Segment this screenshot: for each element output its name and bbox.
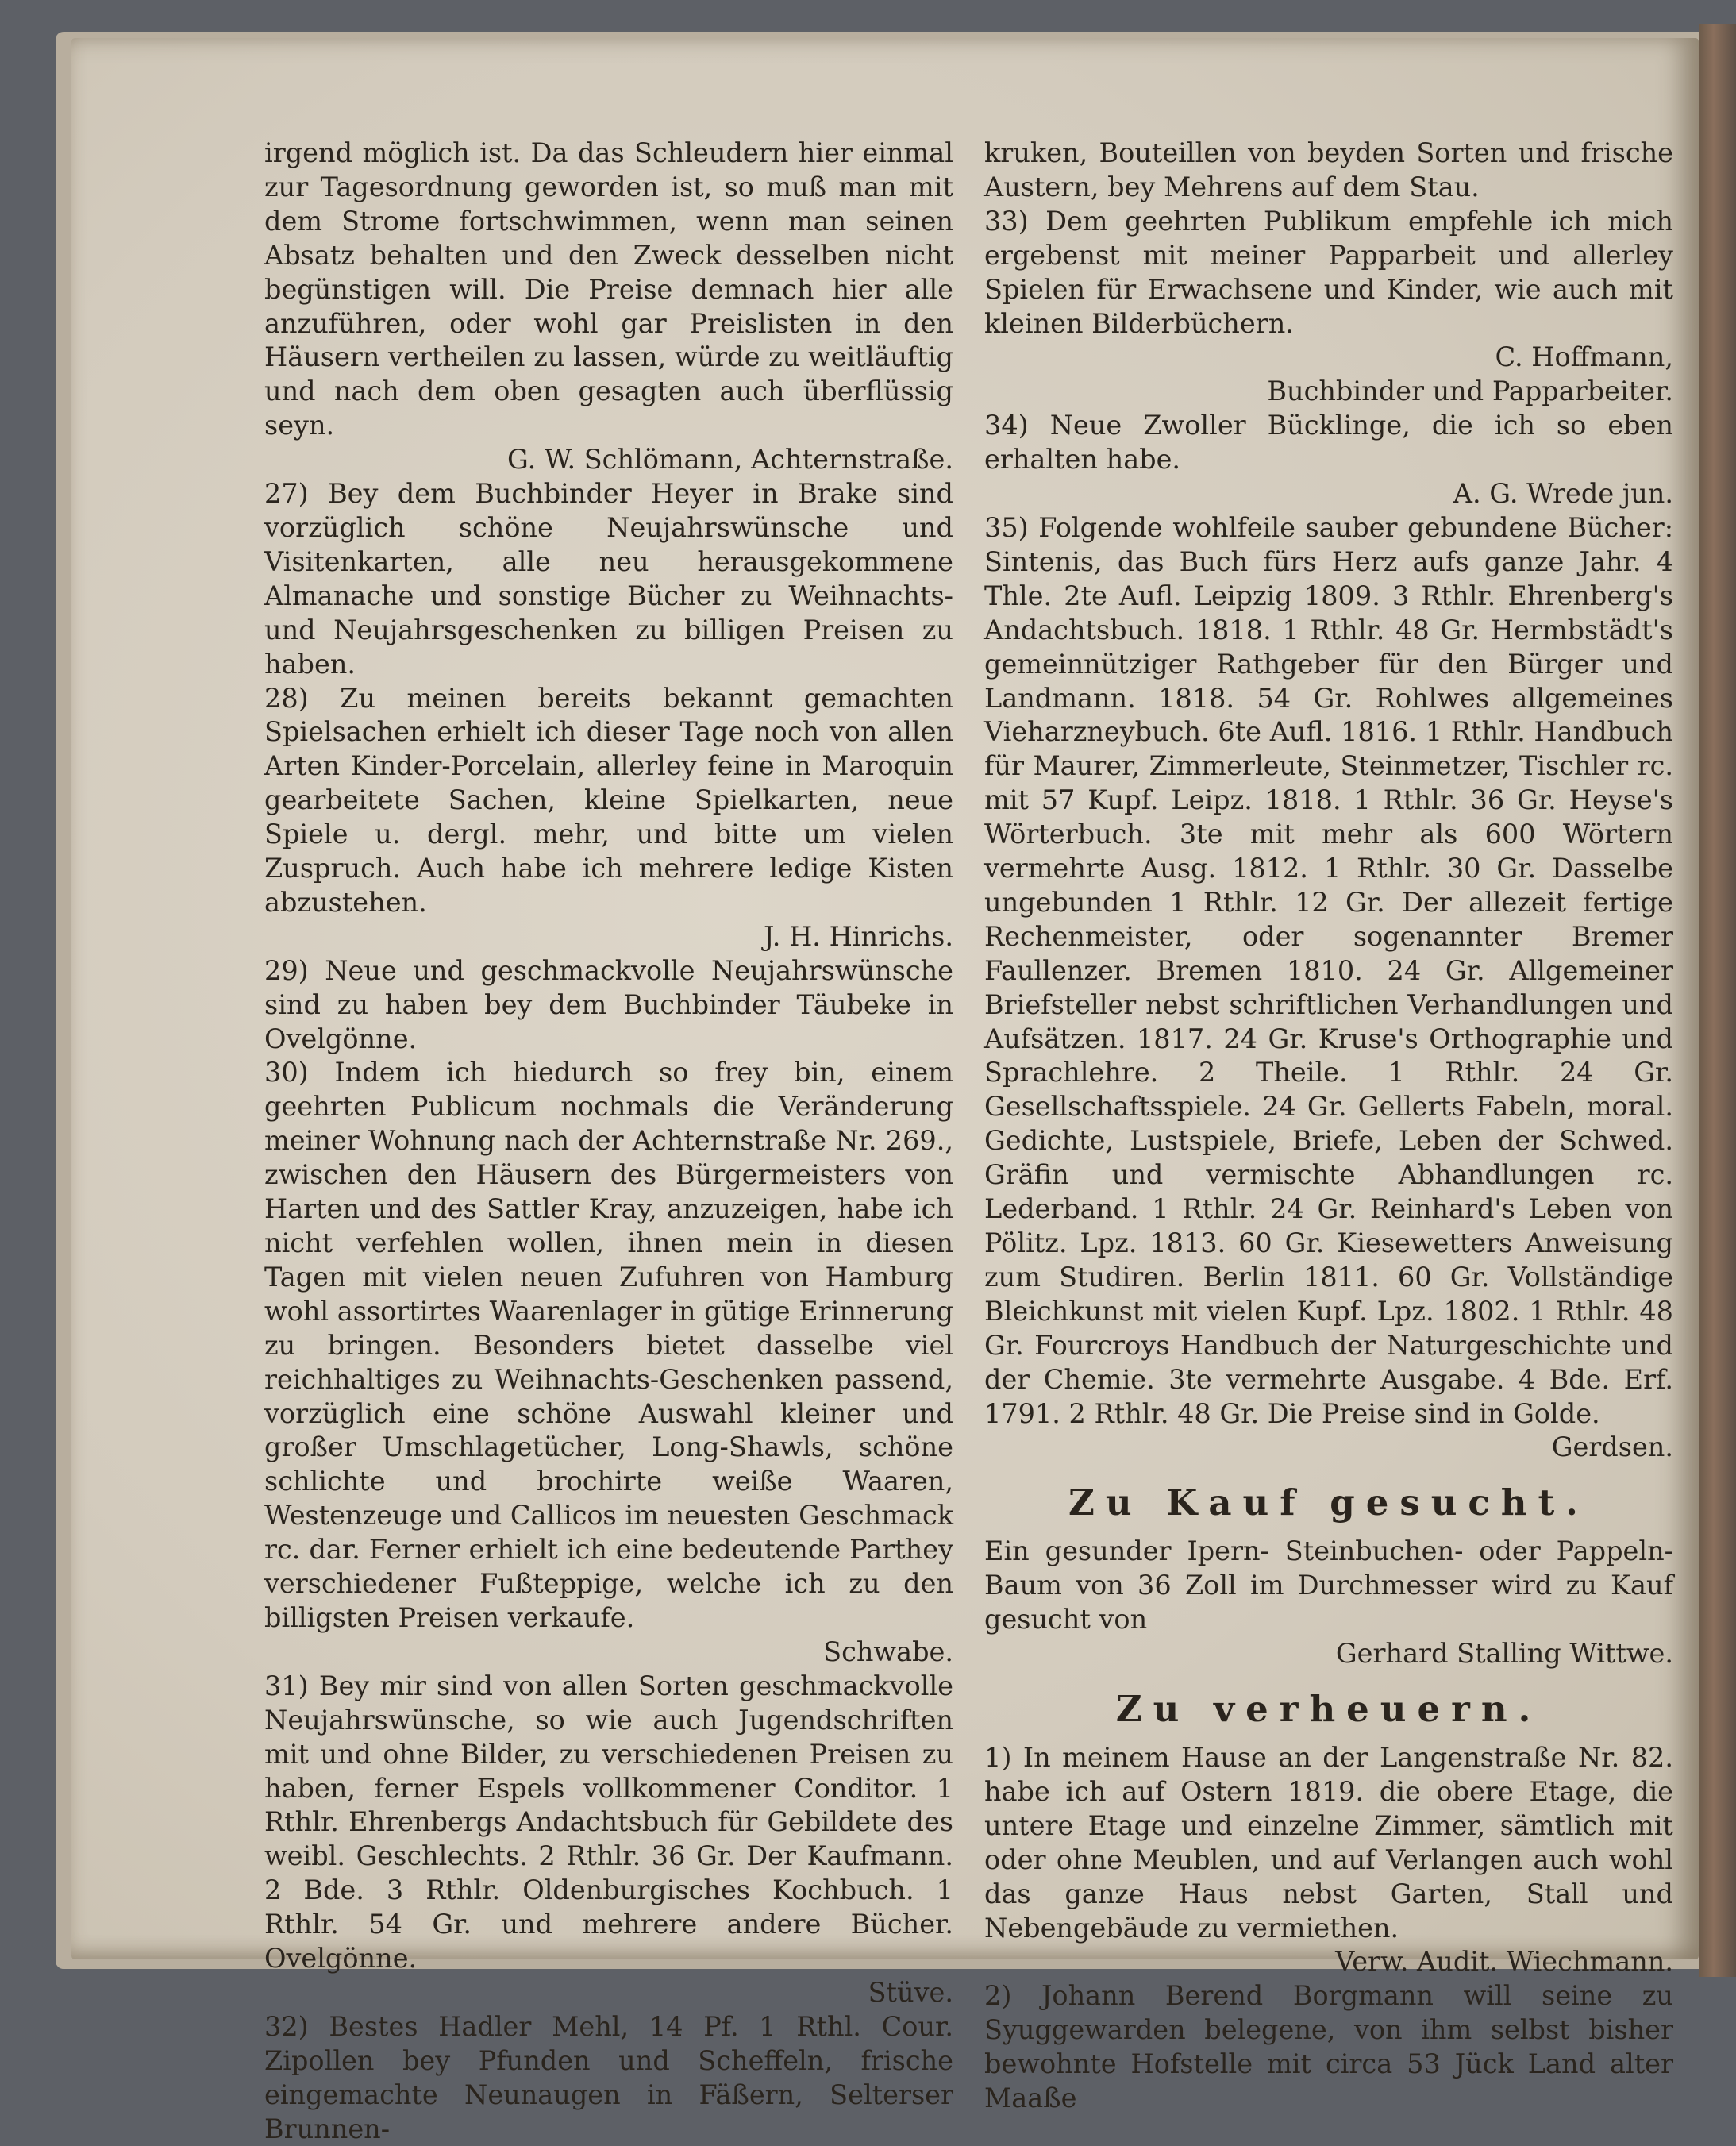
notice-32-continued: kruken, Bouteillen von beyden Sorten und frische Austern, bey Mehrens auf dem Stau. [984, 137, 1673, 202]
book-binding [1699, 24, 1736, 1977]
notice-continued: irgend möglich ist. Da das Schleudern hier einmal zur Tagesordnung geworden ist, so muß man mit dem Strome fortschwimmen, wenn man seinen Absatz behalten und den Zweck desselben nicht begünstigen will. Die Preise demnach hier alle anzuführen, oder wohl gar Preislisten in den Häusern vertheilen zu lassen, würde zu weitläuftig und nach dem oben gesagten auch überflüssig seyn. [264, 137, 953, 441]
section-heading-zu-kauf-gesucht: Zu Kauf gesucht. [1068, 1481, 1589, 1524]
notice-27: 27) Bey dem Buchbinder Heyer in Brake sind vorzüglich schöne Neujahrswünsche und Visitenkarten, alle neu herausgekommene Almanache und sonstige Bücher zu Weihnachts- und Neujahrsgeschenken zu billigen Preisen zu haben. [264, 478, 953, 680]
signature: Verw. Audit. Wiechmann. [1335, 1946, 1673, 1978]
notice-verheuern-2: 2) Johann Berend Borgmann will seine zu Syuggewarden belegene, von ihm selbst bisher bewohnte Hofstelle mit circa 53 Jück Land alter Maaße [984, 1980, 1673, 2114]
notice-31: 31) Bey mir sind von allen Sorten geschmackvolle Neujahrswünsche, so wie auch Jugendschriften mit und ohne Bilder, zu verschiedenen Preisen zu haben, ferner Espels vollkommener Conditor. 1 Rthlr. Ehrenbergs Andachtsbuch für Gebildete des weibl. Geschlechts. 2 Rthlr. 36 Gr. Der Kaufmann. 2 Bde. 3 Rthlr. Oldenburgisches Kochbuch. 1 Rthlr. 54 Gr. und mehrere andere Bücher. Ovelgönne. [264, 1670, 953, 1975]
notice-32: 32) Bestes Hadler Mehl, 14 Pf. 1 Rthl. Cour. Zipollen bey Pfunden und Scheffeln, frische eingemachte Neunaugen in Fäßern, Selterser Brunnen- [264, 2010, 953, 2144]
signature: J. H. Hinrichs. [763, 920, 953, 952]
right-column [984, 137, 1673, 2116]
left-column [264, 137, 953, 2146]
signature: Stüve. [868, 1976, 953, 2008]
notice-kauf: Ein gesunder Ipern- Steinbuchen- oder Pappeln-Baum von 36 Zoll im Durchmesser wird zu Kauf gesucht von [984, 1535, 1673, 1636]
signature: Buchbinder und Papparbeiter. [1267, 376, 1673, 407]
notice-35: 35) Folgende wohlfeile sauber gebundene Bücher: Sintenis, das Buch fürs Herz aufs ganze Jahr. 4 Thle. 2te Aufl. Leipzig 1809. 3 Rthlr. Ehrenberg's Andachtsbuch. 1818. 1 Rthlr. 48 Gr. Hermbstädt's gemeinnütziger Rathgeber für den Bürger und Landmann. 1818. 54 Gr. Rohlwes allgemeines Vieharzneybuch. 6te Aufl. 1816. 1 Rthlr. Handbuch für Maurer, Zimmerleute, Steinmetzer, Tischler rc. mit 57 Kupf. Leipz. 1818. 1 Rthlr. 36 Gr. Heyse's Wörterbuch. 3te mit mehr als 600 Wörtern vermehrte Ausg. 1812. 1 Rthlr. 30 Gr. Dasselbe ungebunden 1 Rthlr. 12 Gr. Der allezeit fertige Rechenmeister, oder sogenannter Bremer Faullenzer. Bremen 1810. 24 Gr. Allgemeiner Briefsteller nebst schriftlichen Verhandlungen und Aufsätzen. 1817. 24 Gr. Kruse's Orthographie und Sprachlehre. 2 Theile. 1 Rthlr. 24 Gr. Gesellschaftsspiele. 24 Gr. Gellerts Fabeln, moral. Gedichte, Lustspiele, Briefe, Leben der Schwed. Gräfin und vermischte Abhandlungen rc. Lederband. 1 Rthlr. 24 Gr. Reinhard's Leben von Pölitz. Lpz. 1813. 60 Gr. Kiesewetters Anweisung zum Studiren. Berlin 1811. 60 Gr. Vollständige Bleichkunst mit vielen Kupf. Lpz. 1802. 1 Rthlr. 48 Gr. Fourcroys Handbuch der Naturgeschichte und der Chemie. 3te vermehrte Ausgabe. 4 Bde. Erf. 1791. 2 Rthlr. 48 Gr. Die Preise sind in Golde. [984, 511, 1673, 1429]
notice-30: 30) Indem ich hiedurch so frey bin, einem geehrten Publicum nochmals die Veränderung meiner Wohnung nach der Achternstraße Nr. 269., zwischen den Häusern des Bürgermeisters von Harten und des Sattler Kray, anzuzeigen, habe ich nicht verfehlen wollen, ihnen mein in diesen Tagen mit vielen neuen Zufuhren von Hamburg wohl assortirtes Waarenlager in gütige Erinnerung zu bringen. Besonders bietet dasselbe viel reichhaltiges zu Weihnachts-Geschenken passend, vorzüglich eine schöne Auswahl kleiner und großer Umschlagetücher, Long-Shawls, schöne schlichte und brochirte weiße Waaren, Westenzeuge und Callicos im neuesten Geschmack rc. dar. Ferner erhielt ich eine bedeutende Parthey verschiedener Fußteppige, welche ich zu den billigsten Preisen verkaufe. [264, 1057, 953, 1633]
signature: C. Hoffmann, [1495, 341, 1673, 373]
notice-verheuern-1: 1) In meinem Hause an der Langenstraße Nr. 82. habe ich auf Ostern 1819. die obere Etage, die untere Etage und einzelne Zimmer, sämtlich mit oder ohne Meublen, und auf Verlangen auch wohl das ganze Haus nebst Garten, Stall und Nebengebäude zu vermiethen. [984, 1741, 1673, 1944]
signature: Schwabe. [823, 1636, 953, 1667]
signature: Gerdsen. [1551, 1431, 1673, 1463]
signature: A. G. Wrede jun. [1453, 478, 1673, 510]
signature: Gerhard Stalling Wittwe. [1335, 1638, 1673, 1670]
signature: G. W. Schlömann, Achternstraße. [507, 444, 953, 476]
notice-28: 28) Zu meinen bereits bekannt gemachten Spielsachen erhielt ich dieser Tage noch von allen Arten Kinder-Porcelain, allerley feine in Maroquin gearbeitete Sachen, kleine Spielkarten, neue Spiele u. dergl. mehr, und bitte um vielen Zuspruch. Auch habe ich mehrere ledige Kisten abzustehen. [264, 682, 953, 918]
notice-29: 29) Neue und geschmackvolle Neujahrswünsche sind zu haben bey dem Buchbinder Täubeke in Ovelgönne. [264, 954, 953, 1054]
section-heading-zu-verheuern: Zu verheuern. [1115, 1687, 1542, 1730]
notice-33: 33) Dem geehrten Publikum empfehle ich mich ergebenst mit meiner Papparbeit und allerley Spielen für Erwachsene und Kinder, wie auch mit kleinen Bilderbüchern. [984, 205, 1673, 339]
notice-34: 34) Neue Zwoller Bücklinge, die ich so eben erhalten habe. [984, 410, 1673, 476]
